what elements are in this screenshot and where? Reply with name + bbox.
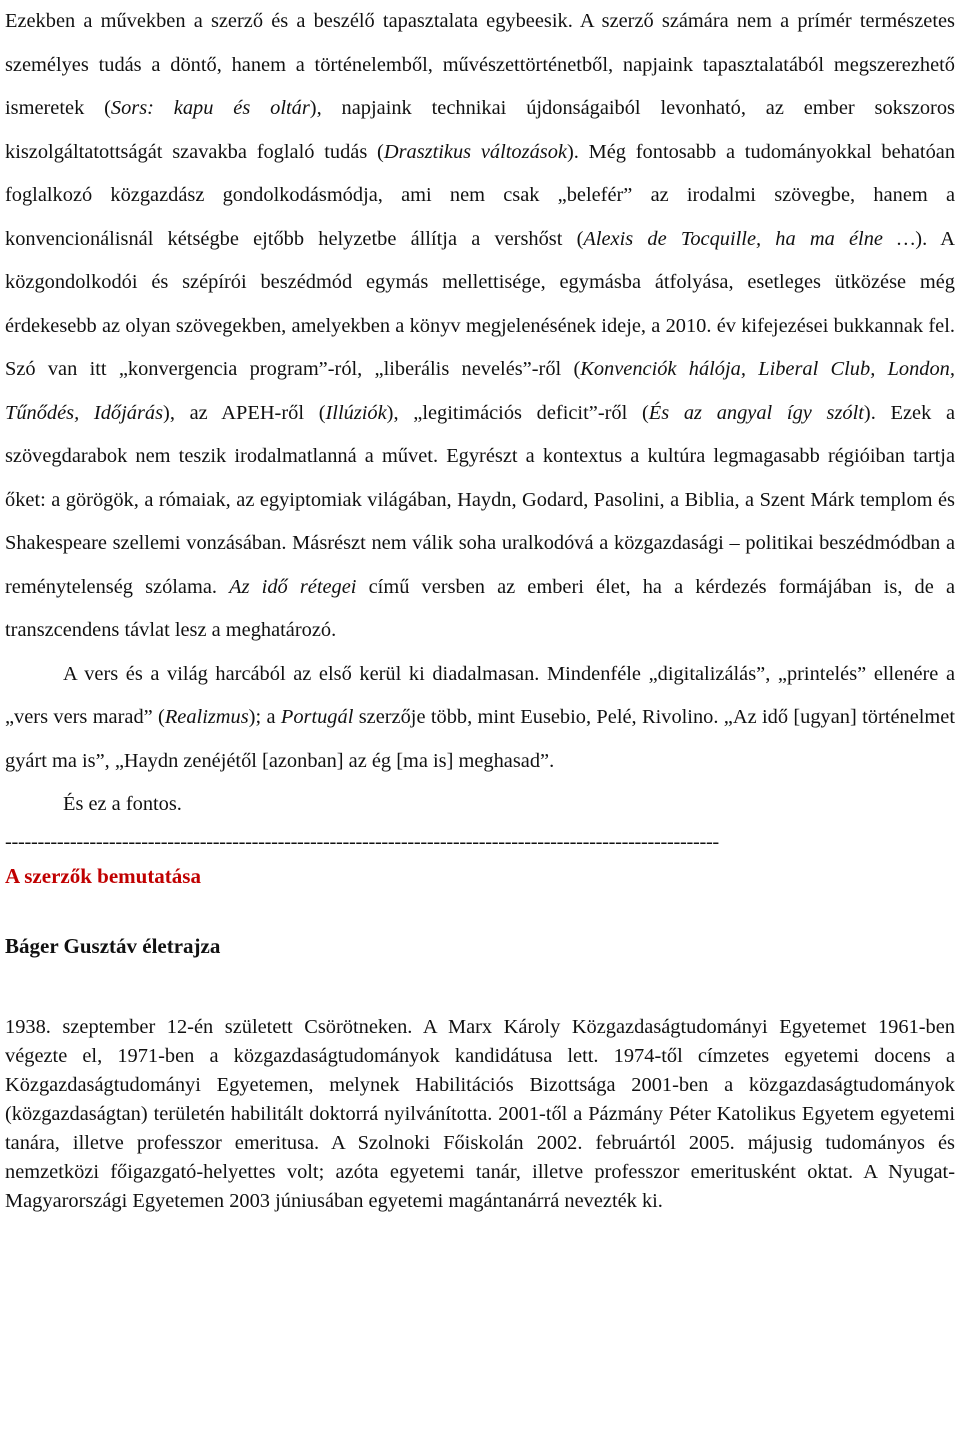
divider-line: --------------------------------------------------------------------------------------------------------------: [5, 830, 719, 853]
paragraph-1: [5, 0, 955, 653]
work-title: Illúziók: [325, 401, 387, 424]
work-title: Portugál: [280, 706, 354, 728]
text-run: ), „legitimációs deficit”-ről (: [386, 401, 649, 424]
section-title: A szerzők bemutatása: [5, 863, 201, 888]
work-title: Alexis de Tocquille, ha ma élne …: [583, 227, 916, 250]
work-title: Drasztikus változások: [383, 140, 567, 163]
text-run: ). Ezek a szövegdarabok nem teszik irodalmatlanná a művet. Egyrészt a kontextus a kultúra legmagasabb régióiban tartja őket: a görögök, a rómaiak, az egyiptomiak világában, Haydn, Godard, Pasolini, a Biblia, a Szent Márk templom és Shakespeare szellemi vonzásában. Másrészt nem válik soha uralkodóvá a közgazdasági – politikai beszédmódban a reménytelenség szólama.: [5, 401, 956, 598]
bio-title: Báger Gusztáv életrajza: [5, 933, 221, 958]
work-title: Konvenciók hálója, Liberal Club, London, Tűnődés, Időjárás: [5, 358, 955, 424]
text-run: ); a: [248, 706, 281, 728]
work-title: És az angyal így szólt: [648, 401, 864, 424]
text-run: ), napjaink technikai újdonságaiból levonható, az ember sokszoros kiszolgáltatottságát szavakba foglaló tudás (: [5, 97, 955, 163]
paragraph-3: És ez a fontos.: [63, 793, 182, 815]
work-title: Sors: kapu és oltár: [110, 97, 310, 119]
document-page: [5, 0, 955, 1216]
text-run: ). A közgondolkodói és szépírói beszédmód egymás mellettisége, egymásba átfolyása, esetleges ütközése még érdekesebb az olyan szövegekben, amelyekben a könyv megjelenésének ideje, a 2010. év kifejezései bukkannak fel. Szó van itt „konvergencia program”-ról, „liberális nevelés”-ről (: [5, 227, 955, 380]
paragraph-2: [5, 653, 955, 784]
text-run: A vers és a világ harcából az első kerül ki diadalmasan. Mindenféle „digitalizálás”, „printelés” ellenére a „vers vers marad” (: [5, 662, 955, 728]
text-run: című versben az emberi élet, ha a kérdezés formájában is, de a transzcendens távlat lesz a meghatározó.: [5, 575, 955, 641]
work-title: Realizmus: [164, 706, 249, 728]
work-title: Az idő rétegei: [229, 575, 357, 598]
text-run: Ezekben a művekben a szerző és a beszélő tapasztalata egybeesik. A szerző számára nem a prímér természetes személyes tudás a döntő, hanem a történelemből, művészettörténetből, napjaink tapasztalatából megszerezhető ismeretek (: [5, 10, 955, 119]
text-run: ), az APEH-ről (: [163, 401, 326, 424]
text-run: ). Még fontosabb a tudományokkal behatóan foglalkozó közgazdász gondolkodásmódja, ami nem csak „belefér” az irodalmi szövegbe, hanem a konvencionálisnál kétségbe ejtőbb helyzetbe állítja a vershőst (: [5, 140, 956, 250]
bio-paragraph: 1938. szeptember 12-én született Csörötneken. A Marx Károly Közgazdaságtudományi Egyetemet 1961-ben végezte el, 1971-ben a közgazdaságtudományok kandidátusa lett. 1974-től címzetes egyetemi docens a Közgazdaságtudományi Egyetemen, melynek Habilitációs Bizottsága 2001-ben a közgazdaságtudományok (közgazdaságtan) területén habilitált doktorrá nyilvánította. 2001-től a Pázmány Péter Katolikus Egyetem egyetemi tanára, illetve professzor emeritusa. A Szolnoki Főiskolán 2002. februártól 2005. májusig tudományos és nemzetközi főigazgató-helyettes volt; azóta egyetemi tanár, illetve professzor emeritusként oktat. A Nyugat-Magyarországi Egyetemen 2003 júniusában egyetemi magántanárrá nevezték ki.: [5, 1015, 955, 1212]
text-run: szerzője több, mint Eusebio, Pelé, Rivolino. „Az idő [ugyan] történelmet gyárt ma is”, „Haydn zenéjétől [azonban] az ég [ma is] meghasad”.: [5, 706, 955, 772]
